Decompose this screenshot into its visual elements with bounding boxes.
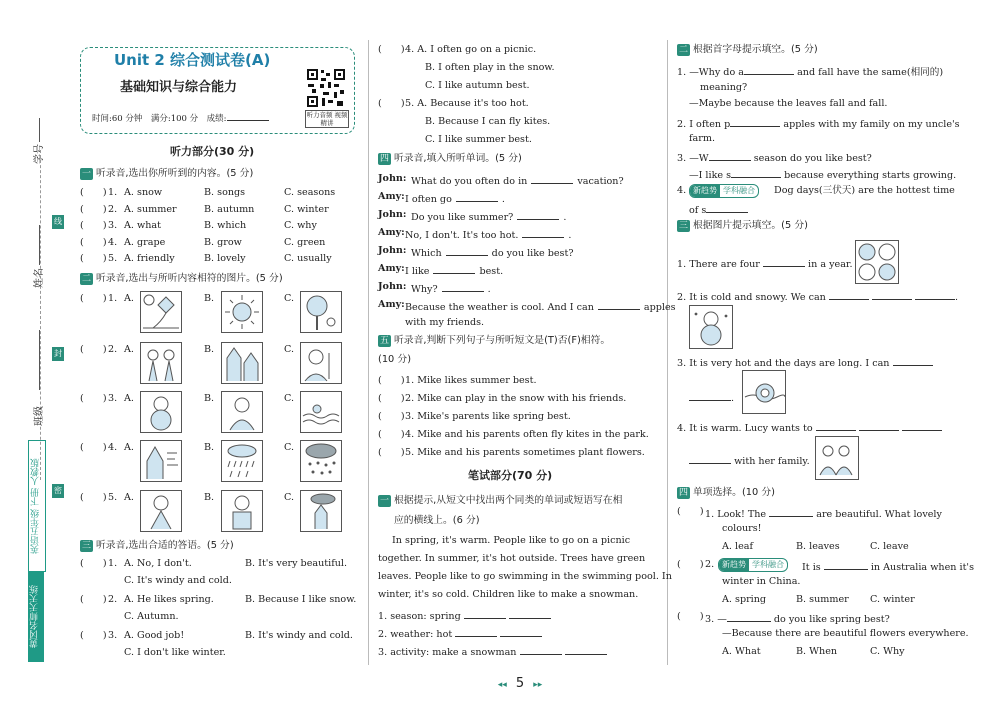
s5-statement: 2. Mike can play in the snow with his friends. xyxy=(405,393,627,404)
park-picture-icon xyxy=(221,342,263,384)
w2-q3d: because everything starts growing. xyxy=(784,170,957,181)
dialog-text: Why? xyxy=(411,284,438,295)
dialog-dot: . xyxy=(487,284,491,295)
w2-q4c xyxy=(689,202,748,217)
girl-sweater-picture-icon xyxy=(221,490,263,532)
w2-q2c: farm. xyxy=(689,133,716,144)
w4-q3c: —Because there are beautiful flowers everywhere. xyxy=(722,628,969,639)
w4-q1b: are beautiful. What lovely xyxy=(816,509,942,520)
s5-paren: ( ) xyxy=(378,447,405,458)
s3-opt-c: C. It's windy and cold. xyxy=(124,575,232,586)
s1-paren: ( ) xyxy=(80,236,107,248)
w4-q2 xyxy=(802,559,974,574)
dialog-text: Because the weather is cool. And I can xyxy=(405,302,594,313)
dialog-speaker: John: xyxy=(378,173,407,184)
s1-paren: ( ) xyxy=(80,220,107,231)
w4-q2-num: 2. xyxy=(705,559,715,570)
w1-item-3-text: 3. activity: make a snowman xyxy=(378,647,517,658)
dialog-dot: . xyxy=(501,194,505,205)
w4-q2d: winter in China. xyxy=(722,576,801,587)
s5-statement: 3. Mike's parents like spring best. xyxy=(405,411,571,422)
w2-q1b: and fall have the same(相同的) xyxy=(797,67,944,78)
dialog-speaker: Amy: xyxy=(378,263,405,274)
s2-opt-a: A. xyxy=(124,492,134,503)
trend-tag-2-b: 学科融合 xyxy=(752,560,784,569)
w4-q2b: It is xyxy=(802,562,821,573)
dialog-text: I often go xyxy=(405,194,452,205)
dialog-line xyxy=(405,227,571,242)
w1-item-1 xyxy=(378,608,551,623)
s1-opt-b: B. lovely xyxy=(204,253,246,264)
dialog-blank xyxy=(598,299,640,310)
w3-q4-text: 4. It is warm. Lucy wants to xyxy=(677,423,813,434)
w4-q2-opt-c: C. winter xyxy=(870,594,915,605)
w1-item-1-text: 1. season: spring xyxy=(378,611,461,622)
s3-opt-c: C. Autumn. xyxy=(124,611,179,622)
w2-q3b: season do you like best? xyxy=(753,153,872,164)
w2-q3c xyxy=(689,167,956,182)
s5-title: 听录音,判断下列句子与所听短文是(T)否(F)相符。 xyxy=(394,335,611,346)
autumn-tree-picture-icon xyxy=(300,291,342,333)
picnic-picture-icon xyxy=(300,342,342,384)
dialog-blank xyxy=(531,173,573,184)
xingming-label: 姓名 xyxy=(34,268,45,288)
section-badge-w2: 二 xyxy=(678,45,688,55)
dialog-text: I like xyxy=(405,266,430,277)
dialog-text: Do you like summer? xyxy=(411,212,514,223)
w1-item-2-text: 2. weather: hot xyxy=(378,629,453,640)
w3-q4 xyxy=(677,420,942,435)
w4-q2-opt-b: B. summer xyxy=(796,594,849,605)
dialog-dot: . xyxy=(563,212,567,223)
w2-title: 根据首字母提示填空。(5 分) xyxy=(693,44,818,55)
s3-title: 听录音,选出合适的答语。(5 分) xyxy=(96,540,234,551)
s3-opt-c: C. I don't like winter. xyxy=(124,647,226,658)
snow-cloud-picture-icon xyxy=(300,440,342,482)
dialog-tail: best. xyxy=(479,266,504,277)
kite-picture-icon xyxy=(140,291,182,333)
s1-paren: ( ) xyxy=(80,187,107,198)
s5-statement: 4. Mike and his parents often fly kites in the park. xyxy=(405,429,649,440)
snowman-kids-picture-icon xyxy=(689,305,733,349)
page-number: 5 xyxy=(515,676,525,691)
dialog-tail: apples xyxy=(643,302,676,313)
s3-opt-b: B. It's very beautiful. xyxy=(245,558,348,569)
w1-title: 根据提示,从短文中找出两个同类的单词或短语写在相 xyxy=(394,495,623,506)
passage-line-1: In spring, it's warm. People like to go on a picnic xyxy=(392,535,631,546)
passage-line-4: winter, it's so cold. Children like to make a snowman. xyxy=(378,589,639,600)
s1-opt-c: C. winter xyxy=(284,203,329,215)
tree-cloud-picture-icon xyxy=(300,490,342,532)
s1-opt-c: C. usually xyxy=(284,253,332,264)
listening-heading: 听力部分(30 分) xyxy=(170,145,255,158)
trend-tag-1 xyxy=(689,184,759,198)
s2-num: 5. xyxy=(108,492,118,503)
w1-title2: 应的横线上。(6 分) xyxy=(394,515,480,526)
s3-opt-a: A. No, I don't. xyxy=(124,558,192,569)
section-badge-4: 四 xyxy=(379,154,389,164)
w4-q3 xyxy=(705,611,890,626)
qr-code-icon[interactable] xyxy=(306,68,346,108)
section-badge-2: 二 xyxy=(81,274,91,284)
w3-q1 xyxy=(677,256,853,271)
divider-1 xyxy=(368,40,369,665)
s1-opt-b: B. autumn xyxy=(204,203,255,215)
c2-q5-paren: ( ) xyxy=(378,98,405,109)
s3-opt-b: B. It's windy and cold. xyxy=(245,630,353,641)
w2-q3a: 3. —W xyxy=(677,153,709,164)
trend-tag-1-b: 学科融合 xyxy=(723,186,755,195)
w3-q4b xyxy=(689,453,810,468)
dialog-blank xyxy=(456,191,498,202)
s5-paren: ( ) xyxy=(378,393,405,404)
dialog-speaker: John: xyxy=(378,245,407,256)
s2-opt-a: A. xyxy=(124,393,134,404)
s1-opt-b: B. which xyxy=(204,220,247,231)
dialog-speaker: John: xyxy=(378,281,407,292)
w2-q3c-text: —I like s xyxy=(689,170,732,181)
dialog-speaker: Amy: xyxy=(378,191,405,202)
s1-opt-c: C. why xyxy=(284,220,317,231)
next-arrows-icon: ▸▸ xyxy=(533,680,543,690)
exam-meta xyxy=(92,110,269,125)
w4-q1a: 1. Look! The xyxy=(705,509,767,520)
trend-tag-2-a: 新趋势 xyxy=(719,559,749,571)
binding-strip xyxy=(0,0,70,711)
s3-paren: ( ) xyxy=(80,594,107,605)
dialog-end: with my friends. xyxy=(405,317,485,328)
s1-num: 3. xyxy=(108,220,118,231)
xuehao-label: 学号 xyxy=(34,144,45,164)
brand-label: 黄冈名师天天练 xyxy=(28,572,44,662)
seasons-picture-icon xyxy=(855,240,899,284)
s2-paren: ( ) xyxy=(80,492,107,503)
s3-paren: ( ) xyxy=(80,630,107,641)
w3-q2: 2. It is cold and snowy. We can . xyxy=(677,289,958,304)
s1-opt-a: A. what xyxy=(124,220,161,231)
s2-paren: ( ) xyxy=(80,393,107,404)
w4-q2-opt-a: A. spring xyxy=(722,594,767,605)
dialog-tail: vacation? xyxy=(577,176,624,187)
banji-label: 班级 xyxy=(34,406,45,426)
s2-opt-b: B. xyxy=(204,393,215,404)
s2-opt-b: B. xyxy=(204,293,215,304)
s2-num: 3. xyxy=(108,393,118,404)
s2-paren: ( ) xyxy=(80,293,107,304)
s2-num: 1. xyxy=(108,293,118,304)
c2-q4-paren: ( ) xyxy=(378,44,405,55)
section-badge-w1: 一 xyxy=(379,496,389,506)
w3-q1b: in a year. xyxy=(808,259,853,270)
dialog-tail: do you like best? xyxy=(491,248,574,259)
trend-tag-1-a: 新趋势 xyxy=(690,185,720,197)
s1-opt-a: A. grape xyxy=(124,236,166,248)
s2-opt-b: B. xyxy=(204,442,215,453)
s2-opt-c: C. xyxy=(284,492,295,503)
w2-q2 xyxy=(677,116,960,131)
trend-tag-2 xyxy=(718,558,788,572)
s3-num: 2. xyxy=(108,594,118,605)
s2-opt-b: B. xyxy=(204,344,215,355)
w4-q2-paren: ( ) xyxy=(677,559,704,570)
w4-q3a: 3. — xyxy=(705,614,727,625)
dialog-blank xyxy=(442,281,484,292)
s5-paren: ( ) xyxy=(378,375,405,386)
s1-opt-a: A. summer xyxy=(124,203,177,215)
dialog-blank xyxy=(446,245,488,256)
c2-q5-c: C. I like summer best. xyxy=(425,134,532,145)
s4-title: 听录音,填入所听单词。(5 分) xyxy=(394,153,522,164)
s2-title: 听录音,选出与所听内容相符的图片。(5 分) xyxy=(96,273,283,284)
dialog-text: Which xyxy=(411,248,442,259)
section-badge-w4: 四 xyxy=(678,488,688,498)
w3-q1a: 1. There are four xyxy=(677,259,760,270)
book-label: 英语五年级 下册 人教版 xyxy=(28,440,46,572)
family-picnic-picture-icon xyxy=(815,436,859,480)
s3-opt-b: B. Because I like snow. xyxy=(245,594,357,605)
s2-paren: ( ) xyxy=(80,344,107,355)
w4-q2c: in Australia when it's xyxy=(870,562,974,573)
w1-item-3 xyxy=(378,644,607,659)
w4-q1 xyxy=(705,506,942,521)
w2-q4b: Dog days(三伏天) are the hottest time xyxy=(774,185,955,196)
exam-meta-text: 时间:60 分钟 满分:100 分 成绩: xyxy=(92,114,227,124)
passage-line-3: leaves. People like to go swimming in the swimming pool. In xyxy=(378,571,672,582)
s1-opt-c: C. green xyxy=(284,236,326,248)
s3-opt-a: A. He likes spring. xyxy=(124,594,214,605)
dialog-dot: . xyxy=(568,230,572,241)
section-badge-3: 三 xyxy=(81,541,91,551)
s5-statement: 1. Mike likes summer best. xyxy=(405,375,537,386)
passage-line-2: together. In summer, it's hot outside. Trees have green xyxy=(378,553,646,564)
s2-num: 4. xyxy=(108,442,118,453)
s1-opt-b: B. songs xyxy=(204,187,246,198)
s2-num: 2. xyxy=(108,344,118,355)
w3-q3-blank: . xyxy=(689,390,734,405)
w4-q1-opt-b: B. leaves xyxy=(796,541,840,552)
dialog-line xyxy=(411,281,491,296)
c2-q4-a: 4. A. I often go on a picnic. xyxy=(405,44,537,55)
dialog-speaker: John: xyxy=(378,209,407,220)
dialog-text: No, I don't. It's too hot. xyxy=(405,230,519,241)
w4-q1-opt-c: C. leave xyxy=(870,541,909,552)
s2-opt-c: C. xyxy=(284,293,295,304)
w4-q3-opt-a: A. What xyxy=(722,646,761,657)
w2-q2a: 2. I often p xyxy=(677,119,731,130)
w2-q4c-text: of s xyxy=(689,205,707,216)
dialog-line xyxy=(411,209,566,224)
w2-q2b: apples with my family on my uncle's xyxy=(783,119,960,130)
s1-title: 听录音,选出你所听到的内容。(5 分) xyxy=(96,168,254,179)
w4-q1-opt-a: A. leaf xyxy=(722,541,754,552)
dialog-text: What do you often do in xyxy=(411,176,528,187)
dialog-speaker: Amy: xyxy=(378,299,405,310)
s1-num: 2. xyxy=(108,203,118,215)
rain-picture-icon xyxy=(221,440,263,482)
s5-paren: ( ) xyxy=(378,411,405,422)
mi-mark: 密 xyxy=(52,484,64,498)
s2-opt-c: C. xyxy=(284,344,295,355)
s5-paren: ( ) xyxy=(378,429,405,440)
snowman-picture-icon xyxy=(140,391,182,433)
w4-q3-opt-b: B. When xyxy=(796,646,838,657)
s1-paren: ( ) xyxy=(80,203,107,215)
w3-q3 xyxy=(677,355,933,370)
w3-q3-text: 3. It is very hot and the days are long. I can xyxy=(677,358,890,369)
children-picture-icon xyxy=(140,342,182,384)
w2-q1 xyxy=(677,64,943,79)
prev-arrows-icon: ◂◂ xyxy=(497,680,507,690)
dialog-line xyxy=(411,245,573,260)
boy-fan-picture-icon xyxy=(140,490,182,532)
w2-q1c: meaning? xyxy=(700,82,748,93)
w2-q3 xyxy=(677,150,872,165)
dialog-line xyxy=(405,191,505,206)
feng-mark: 封 xyxy=(52,347,64,361)
w4-q1c: colours! xyxy=(722,523,762,534)
qr-label: 听力音频 视频精讲 xyxy=(306,111,348,127)
s2-paren: ( ) xyxy=(80,442,107,453)
writing-heading: 笔试部分(70 分) xyxy=(468,469,553,482)
w3-title: 根据图片提示填空。(5 分) xyxy=(693,220,808,231)
dialog-line xyxy=(405,299,676,314)
s2-opt-c: C. xyxy=(284,393,295,404)
w1-item-2 xyxy=(378,626,542,641)
s3-num: 3. xyxy=(108,630,118,641)
w2-q4-num: 4. xyxy=(677,185,687,196)
dialog-speaker: Amy: xyxy=(378,227,405,238)
s3-num: 1. xyxy=(108,558,118,569)
swimming-picture-icon xyxy=(300,391,342,433)
c2-q5-a: 5. A. Because it's too hot. xyxy=(405,98,529,109)
s1-opt-a: A. snow xyxy=(124,187,163,198)
c2-q5-b: B. Because I can fly kites. xyxy=(425,116,551,127)
dialog-line xyxy=(411,173,624,188)
girl-picture-icon xyxy=(221,391,263,433)
w4-q3-paren: ( ) xyxy=(677,611,704,622)
w3-q2-text: 2. It is cold and snowy. We can xyxy=(677,292,826,303)
s1-num: 5. xyxy=(108,253,118,264)
swim-ring-picture-icon xyxy=(742,370,786,414)
page-subtitle: 基础知识与综合能力 xyxy=(120,80,238,95)
section-badge-w3: 三 xyxy=(678,221,688,231)
page-number-bar xyxy=(490,672,550,691)
s2-opt-b: B. xyxy=(204,492,215,503)
s1-opt-a: A. friendly xyxy=(124,253,175,264)
w4-q3b: do you like spring best? xyxy=(773,614,890,625)
dialog-blank xyxy=(517,209,559,220)
s3-opt-a: A. Good job! xyxy=(124,630,185,641)
s1-opt-c: C. seasons xyxy=(284,187,336,198)
s2-opt-a: A. xyxy=(124,293,134,304)
s1-opt-b: B. grow xyxy=(204,236,242,248)
s1-num: 1. xyxy=(108,187,118,198)
c2-q4-b: B. I often play in the snow. xyxy=(425,62,555,73)
sun-picture-icon xyxy=(221,291,263,333)
s5-statement: 5. Mike and his parents sometimes plant flowers. xyxy=(405,447,645,458)
dialog-line xyxy=(405,263,503,278)
section-badge-1: 一 xyxy=(81,169,91,179)
page-title: Unit 2 综合测试卷(A) xyxy=(114,51,271,69)
s3-paren: ( ) xyxy=(80,558,107,569)
s2-opt-c: C. xyxy=(284,442,295,453)
s2-opt-a: A. xyxy=(124,344,134,355)
w3-q4b-text: with her family. xyxy=(734,456,810,467)
dialog-blank xyxy=(433,263,475,274)
w4-q1-paren: ( ) xyxy=(677,506,704,517)
s2-opt-a: A. xyxy=(124,442,134,453)
windy-tree-picture-icon xyxy=(140,440,182,482)
s1-paren: ( ) xyxy=(80,253,107,264)
section-badge-5: 五 xyxy=(379,336,389,346)
xian-mark: 线 xyxy=(52,215,64,229)
w4-title: 单项选择。(10 分) xyxy=(693,487,776,498)
dialog-blank xyxy=(522,227,564,238)
w2-q1a: 1. —Why do a xyxy=(677,67,744,78)
c2-q4-c: C. I like autumn best. xyxy=(425,80,530,91)
s1-num: 4. xyxy=(108,236,118,248)
w4-q3-opt-c: C. Why xyxy=(870,646,905,657)
w2-q1d: —Maybe because the leaves fall and fall. xyxy=(689,98,888,109)
s5-score: (10 分) xyxy=(378,354,412,365)
